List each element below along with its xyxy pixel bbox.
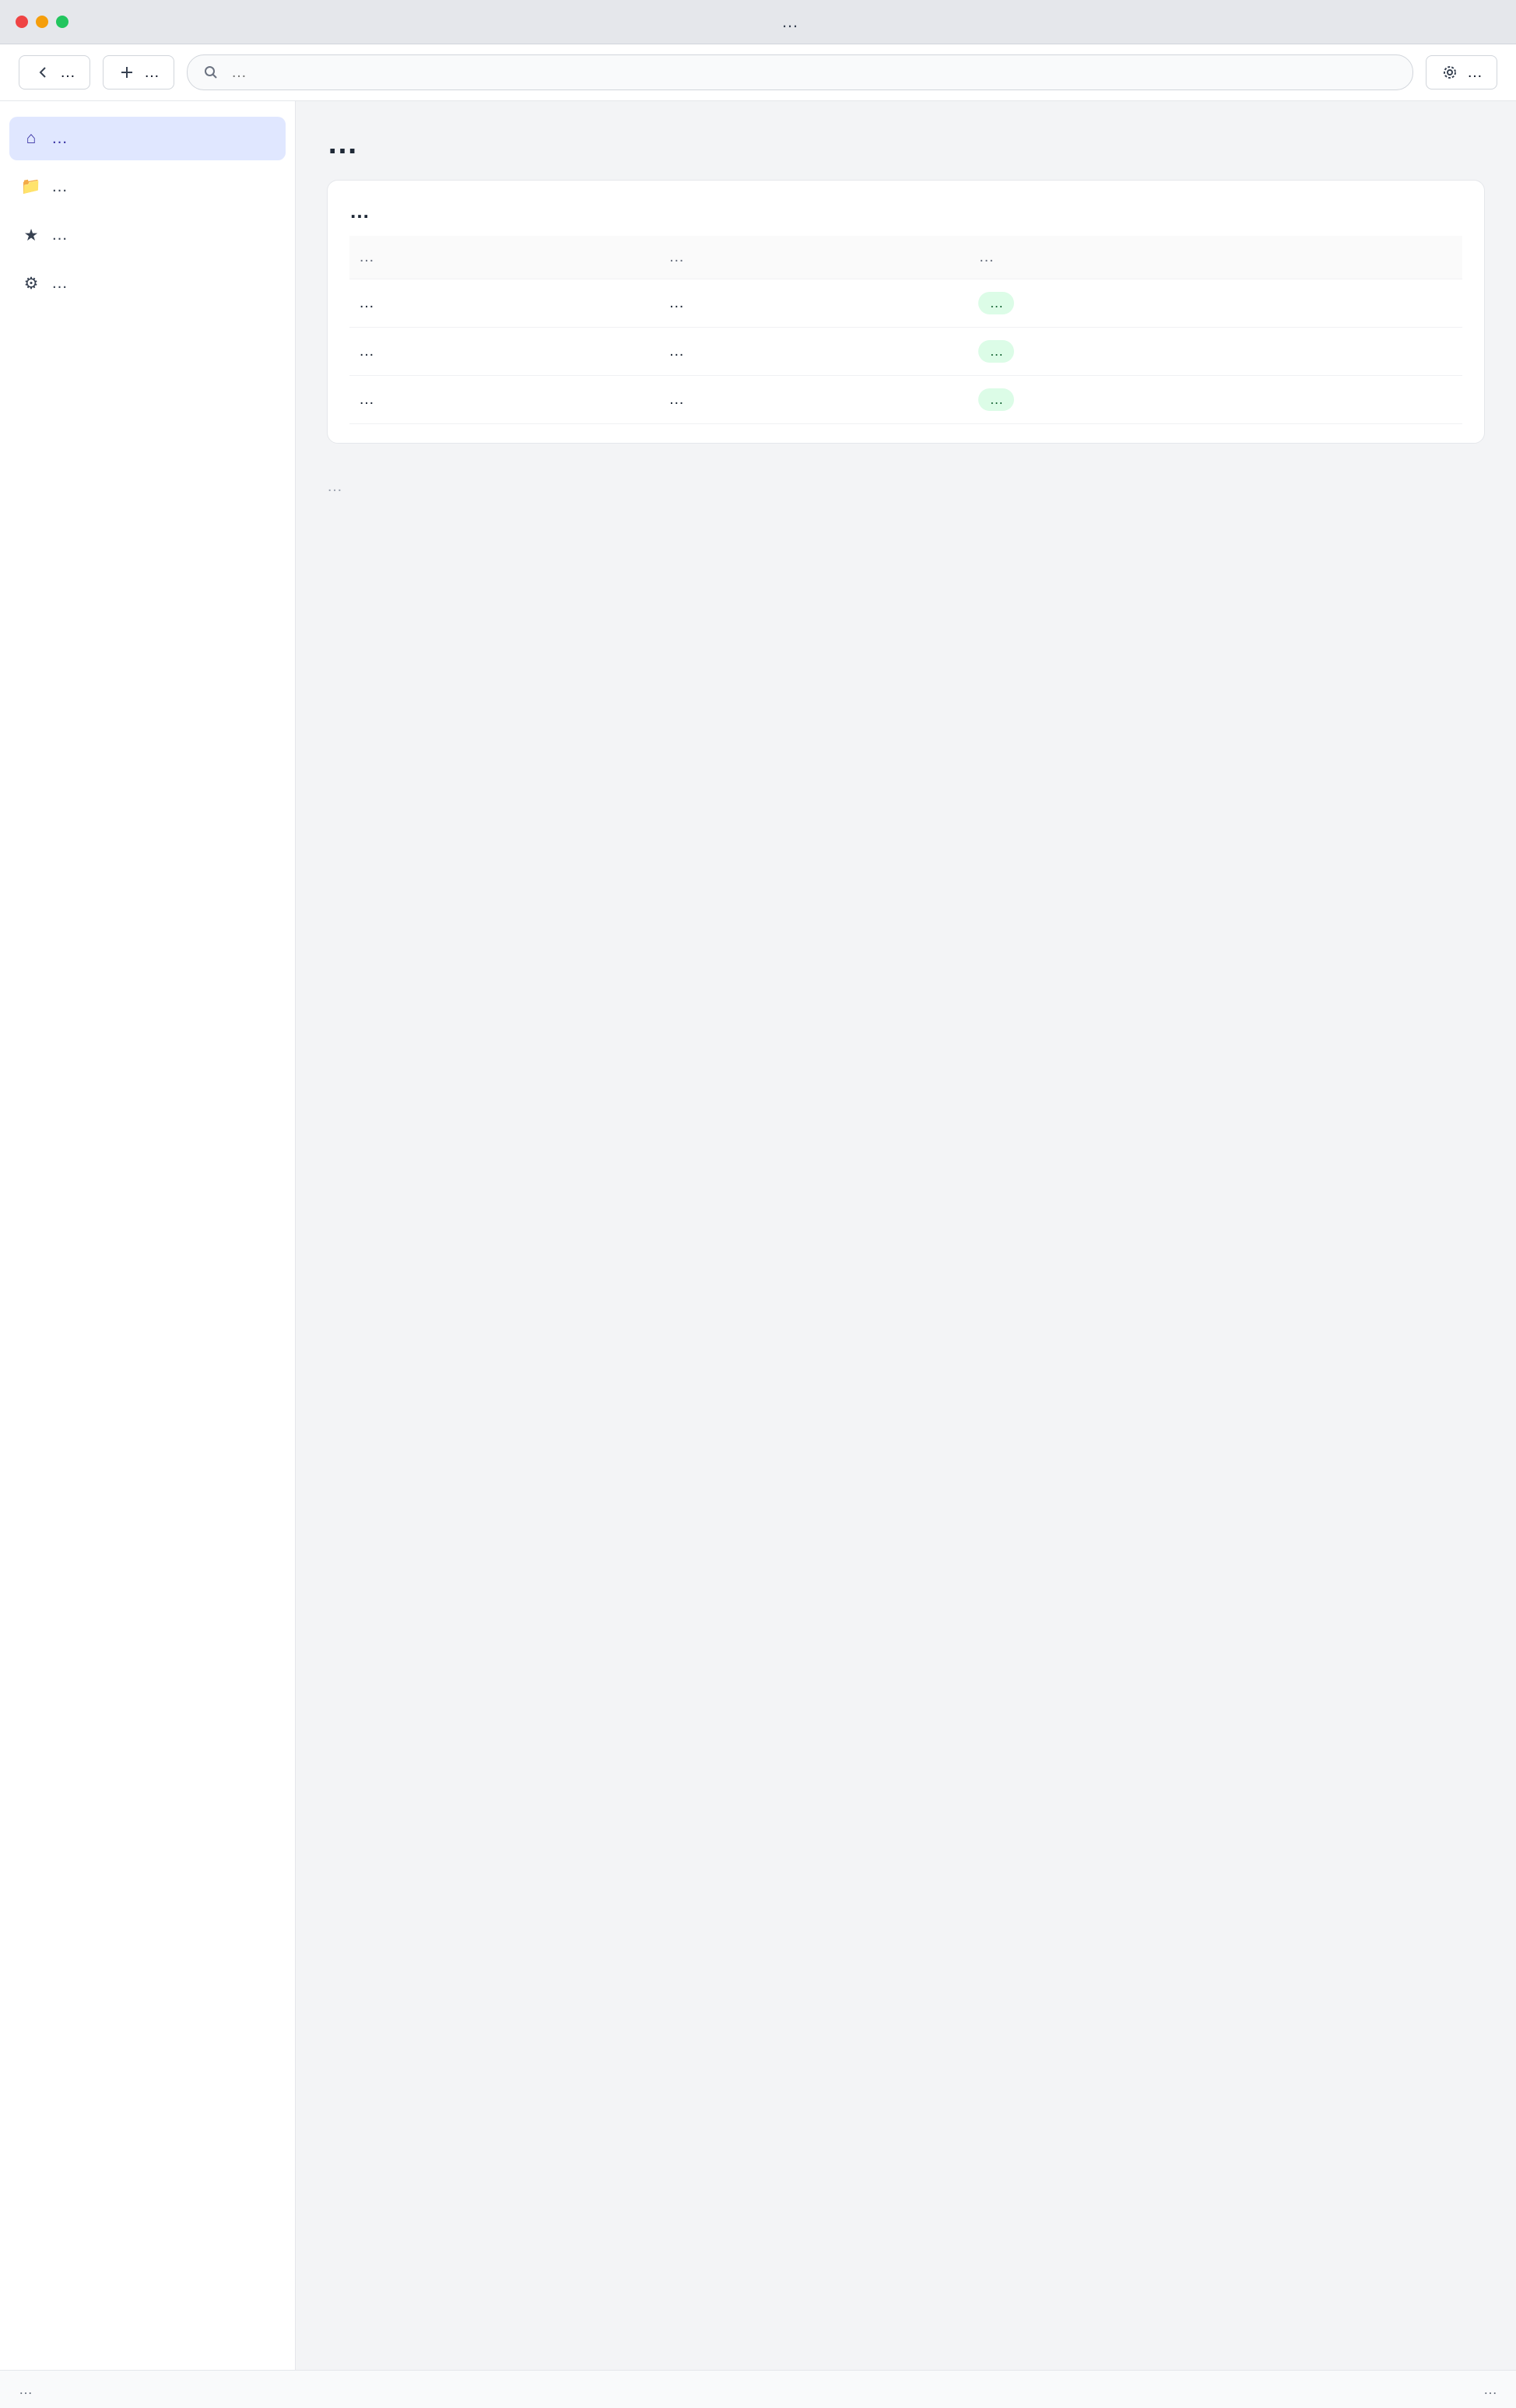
sidebar <box>0 101 296 2370</box>
card-title: … <box>349 199 370 223</box>
back-button[interactable] <box>19 55 90 90</box>
chevron-left-icon <box>33 63 52 82</box>
gear-icon: ⚙ <box>23 274 39 293</box>
sidebar-item-0[interactable] <box>9 117 286 160</box>
app-body <box>0 101 1516 2370</box>
table-row[interactable] <box>349 328 1462 376</box>
content-note: … <box>327 478 342 495</box>
sidebar-item-label: … <box>51 226 68 244</box>
sidebar-item-1[interactable] <box>9 165 286 209</box>
table-header-row <box>349 236 1462 279</box>
data-table <box>349 236 1462 424</box>
status-badge: … <box>978 340 1014 363</box>
status-badge: … <box>978 292 1014 314</box>
back-button-label: … <box>60 63 75 81</box>
window-controls <box>16 16 68 28</box>
table-cell: … <box>349 328 659 376</box>
table-cell: … <box>659 328 969 376</box>
title-bar <box>0 0 1516 44</box>
page-title: … <box>327 126 358 160</box>
column-header[interactable]: … <box>349 236 659 279</box>
sidebar-item-label: … <box>51 129 68 147</box>
sidebar-item-2[interactable] <box>9 213 286 257</box>
close-window-button[interactable] <box>16 16 28 28</box>
table-cell: … <box>349 279 659 328</box>
sidebar-item-label: … <box>51 274 68 292</box>
settings-button-label: … <box>1467 63 1483 81</box>
plus-icon <box>118 63 136 82</box>
window-title: … <box>781 12 798 31</box>
sidebar-item-label: … <box>51 177 68 195</box>
table-cell: … <box>659 376 969 424</box>
search-icon <box>202 63 220 82</box>
search-input[interactable] <box>230 63 1398 82</box>
toolbar <box>0 44 1516 101</box>
home-icon: ⌂ <box>26 129 37 147</box>
maximize-window-button[interactable] <box>56 16 68 28</box>
search-box[interactable] <box>187 54 1413 90</box>
settings-button[interactable] <box>1426 55 1497 90</box>
star-icon: ★ <box>23 226 39 244</box>
table-cell <box>969 328 1462 376</box>
table-row[interactable] <box>349 376 1462 424</box>
status-badge: … <box>978 388 1014 411</box>
content-card <box>327 180 1485 444</box>
table-cell <box>969 376 1462 424</box>
gear-icon <box>1441 63 1459 82</box>
minimize-window-button[interactable] <box>36 16 48 28</box>
folder-icon: 📁 <box>20 177 42 195</box>
status-left: … <box>19 2381 33 2397</box>
new-button[interactable] <box>103 55 174 90</box>
status-bar <box>0 2370 1516 2408</box>
table-cell: … <box>659 279 969 328</box>
status-right: … <box>1483 2381 1497 2397</box>
column-header[interactable]: … <box>969 236 1462 279</box>
table-cell: … <box>349 376 659 424</box>
table-row[interactable] <box>349 279 1462 328</box>
main-content <box>296 101 1516 2370</box>
sidebar-item-3[interactable] <box>9 262 286 305</box>
column-header[interactable]: … <box>659 236 969 279</box>
new-button-label: … <box>144 63 160 81</box>
table-cell <box>969 279 1462 328</box>
